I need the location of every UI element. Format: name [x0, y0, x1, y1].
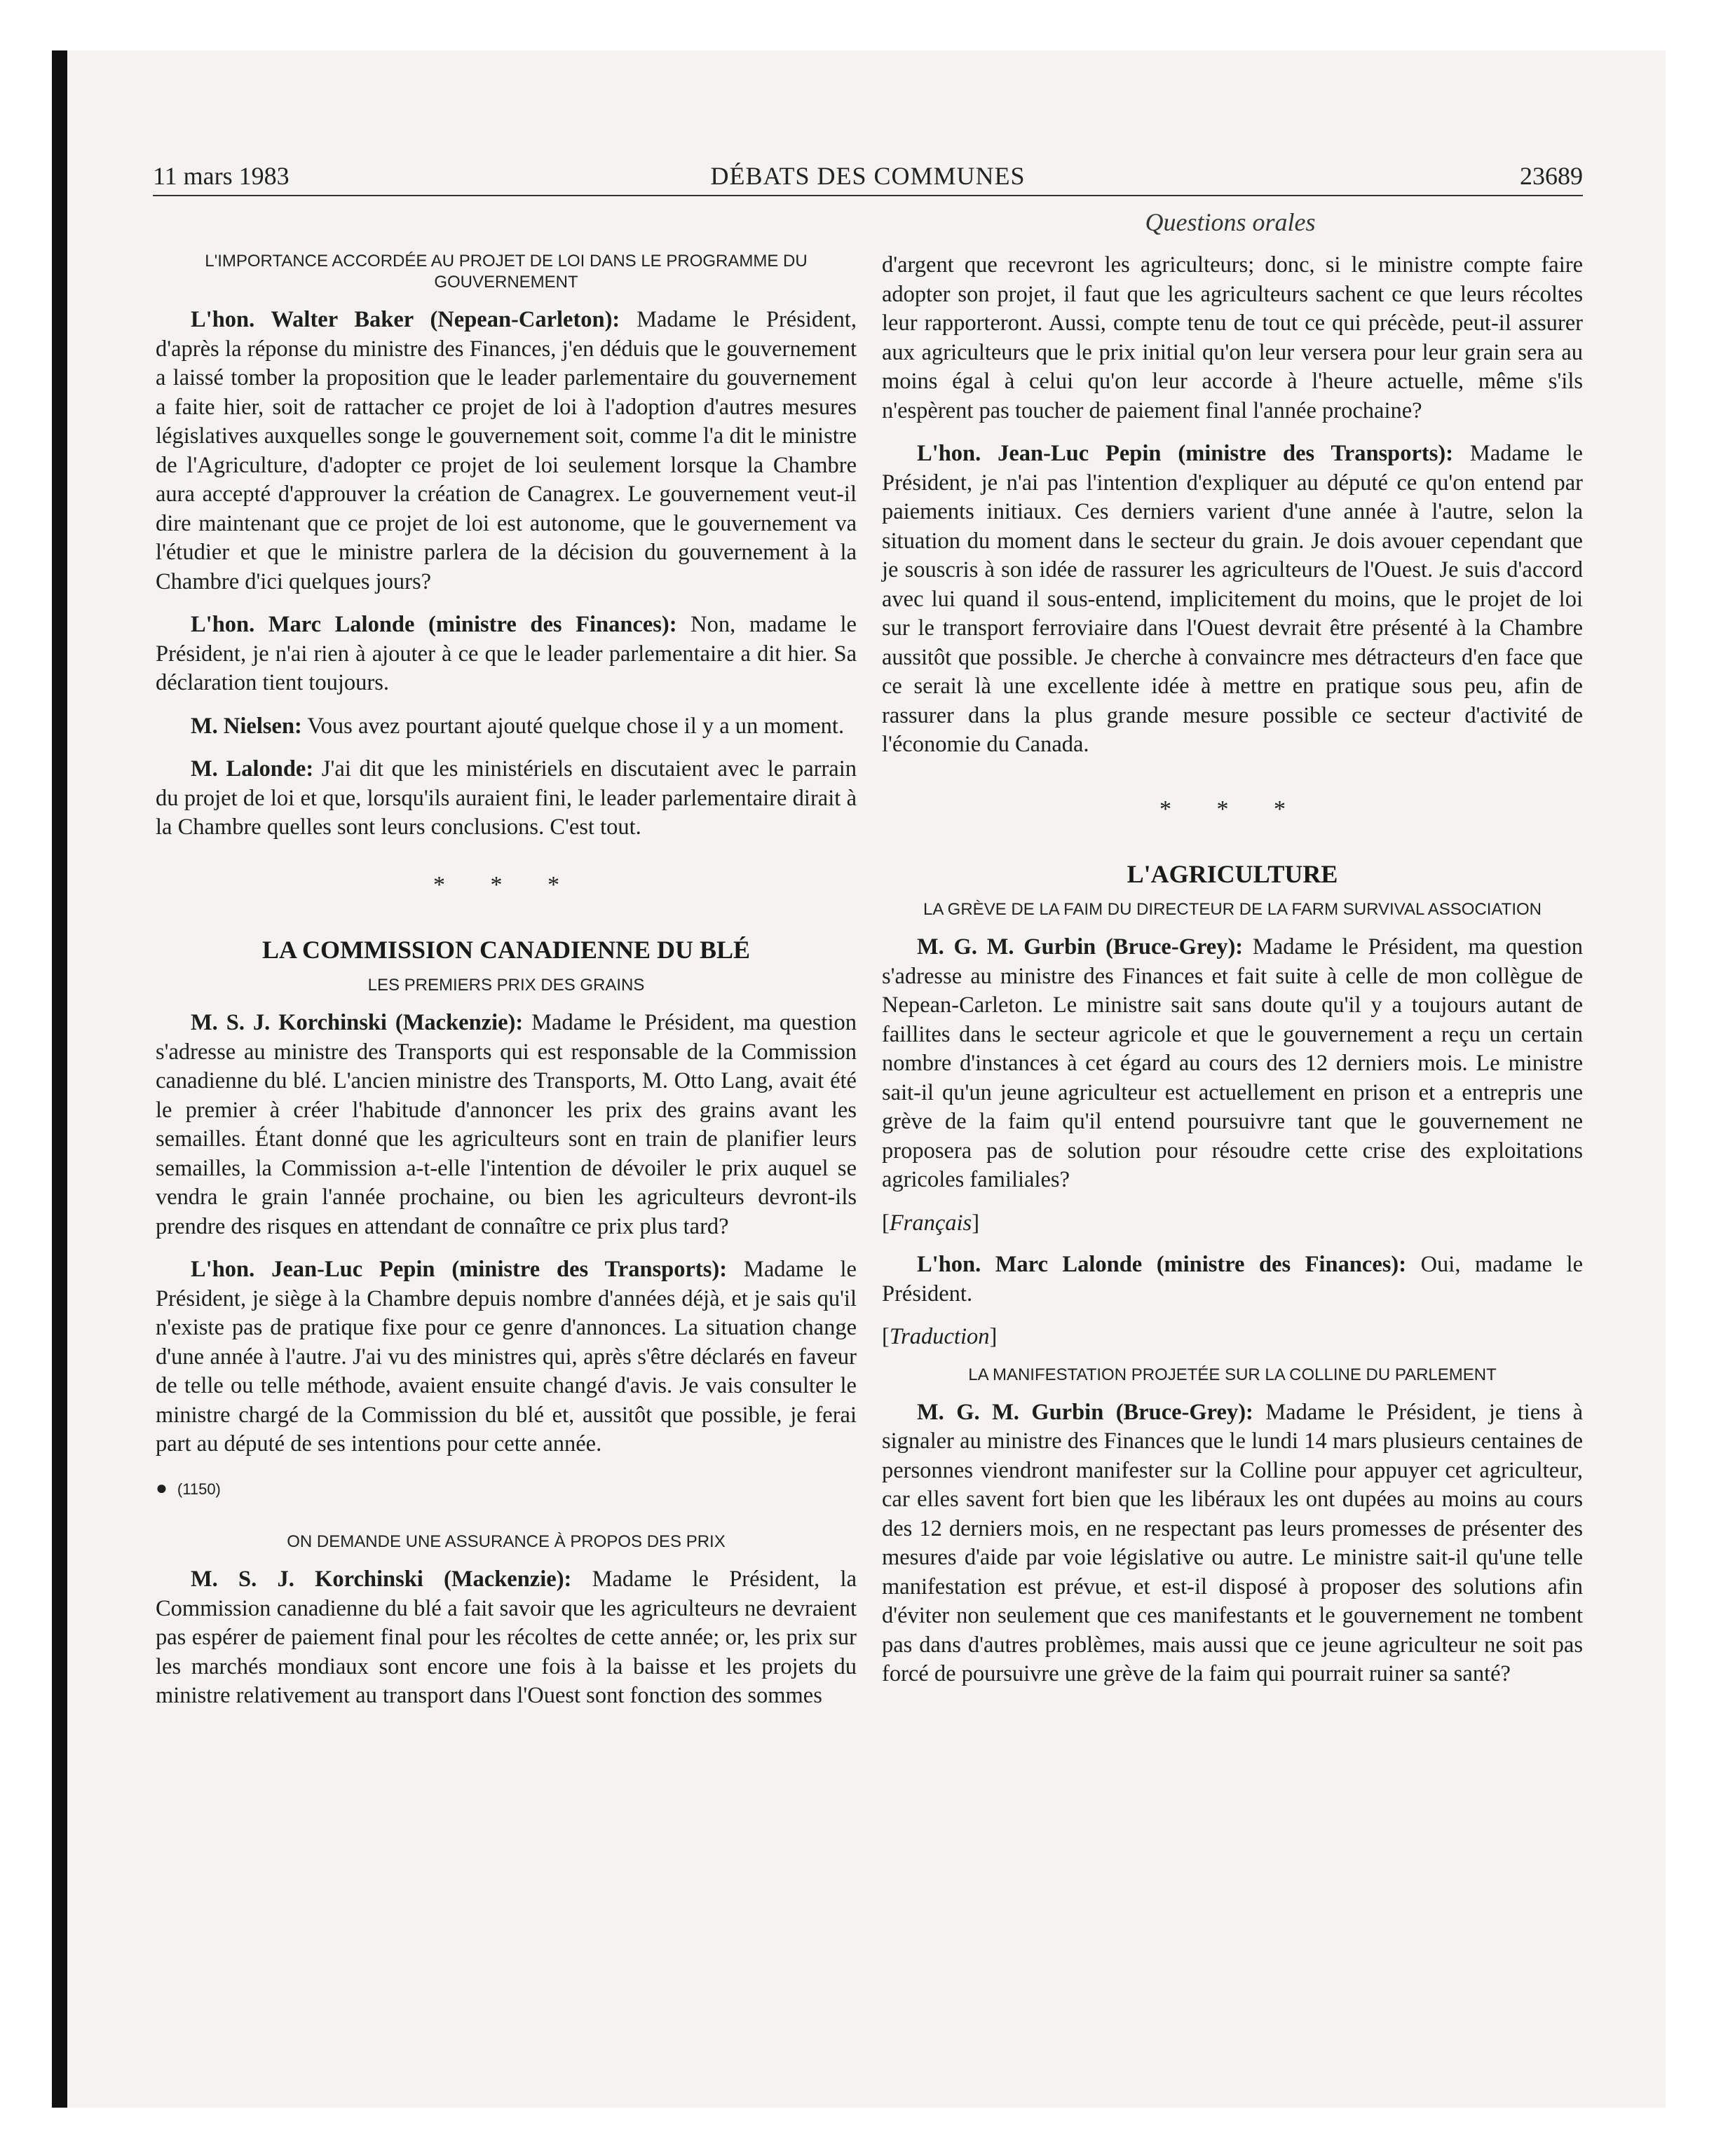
speech-text: Non, madame le Président, je n'ai rien à ajouter à ce que le leader parlementaire a dit hier. Sa déclaration tient toujours. — [156, 612, 857, 695]
speaker: L'hon. Marc Lalonde (ministre des Finances): — [191, 612, 677, 637]
paragraph — [156, 755, 857, 842]
major-heading: L'AGRICULTURE — [1127, 860, 1338, 888]
header-title: DÉBATS DES COMMUNES — [710, 162, 1026, 190]
language-label: Français — [889, 1210, 972, 1236]
bullet-icon: ● — [156, 1476, 168, 1499]
time-text: (1150) — [177, 1480, 221, 1498]
paragraph — [882, 1250, 1583, 1309]
subheading: LA MANIFESTATION PROJETÉE SUR LA COLLINE DU PARLEMENT — [968, 1365, 1497, 1384]
subheading: L'IMPORTANCE ACCORDÉE AU PROJET DE LOI DANS LE PROGRAMME DU GOUVERNEMENT — [205, 252, 808, 292]
speaker: M. G. M. Gurbin (Bruce-Grey): — [917, 1399, 1253, 1425]
speaker: M. Nielsen: — [191, 713, 302, 739]
scan-edge — [52, 50, 67, 2108]
subheading: LA GRÈVE DE LA FAIM DU DIRECTEUR DE LA FARM SURVIVAL ASSOCIATION — [923, 900, 1542, 919]
time-marker — [156, 1473, 857, 1504]
speech-text: d'argent que recevront les agriculteurs; donc, si le ministre compte faire adopter son projet, il faut que les agriculteurs sachent ce que leurs récoltes leur rapporteront. Aussi, compte tenu de tout ce qui précède, peut-il assurer aux agriculteurs que le prix initial qu'on leur versera pour leur grain sera au moins égal à celui qu'on leur accorde à l'heure actuelle, même s'ils n'espèrent pas toucher de paiement final l'année prochaine? — [882, 252, 1583, 423]
header-date: 11 mars 1983 — [153, 162, 290, 190]
speech-text: Madame le Président, je siège à la Chambre depuis nombre d'années déjà, et je sais qu'il n'existe pas de pratique fixe pour ce genre d'annonces. La situation change d'une année à l'autre. J'ai vu des ministres qui, après s'être déclarés en faveur de telle ou telle méthode, avaient ensuite changé d'avis. Je vais consulter le ministre chargé de la Commission du blé et, aussitôt que possible, je ferai part au député de ses intentions pour cette année. — [156, 1257, 857, 1456]
left-column — [156, 251, 857, 1725]
speaker: M. S. J. Korchinski (Mackenzie): — [191, 1567, 572, 1592]
speaker: L'hon. Marc Lalonde (ministre des Finances): — [917, 1252, 1407, 1277]
speech-text: J'ai dit que les ministériels en discutaient avec le parrain du projet de loi et que, lorsqu'ils auraient fini, le leader parlementaire dirait à la Chambre quelles sont leurs conclusions. C'est tout. — [156, 756, 857, 840]
paragraph — [156, 610, 857, 698]
section-divider: * * * — [433, 871, 579, 898]
major-heading: LA COMMISSION CANADIENNE DU BLÉ — [261, 936, 751, 964]
paragraph — [882, 933, 1583, 1195]
paragraph — [882, 439, 1583, 760]
paragraph — [882, 1398, 1583, 1689]
speech-text: Madame le Président, la Commission canadienne du blé a fait savoir que les agriculteurs ne devraient pas espérer de paiement final pour les récoltes de cette année; or, les prix sur les marchés mondiaux sont encore une fois à la baisse et les projets du ministre relativement au transport dans l'Ouest sont fonction des sommes — [156, 1567, 857, 1708]
speech-text: Madame le Président, d'après la réponse du ministre des Finances, j'en déduis que le gouvernement a laissé tomber la proposition que le leader parlementaire du gouvernement a faite hier, soit de rattacher ce projet de loi à l'adoption d'autres mesures législatives auxquelles songe le gouvernement soit, comme l'a dit le ministre de l'Agriculture, d'adopter ce projet de loi seulement lorsque la Chambre aura accepté d'approuver la création de Canagrex. Le gouvernement veut-il dire maintenant que ce projet de loi est autonome, que le gouvernement va l'étudier et que le ministre parlera de la décision du gouvernement à la Chambre d'ici quelques jours? — [156, 307, 857, 594]
section-label: Questions orales — [1145, 208, 1316, 236]
language-marker: [Français] — [882, 1210, 980, 1236]
paragraph — [156, 1009, 857, 1241]
speech-text: Madame le Président, ma question s'adresse au ministre des Finances et fait suite à celle de mon collègue de Nepean-Carleton. Le ministre sait sans doute qu'il y a toujours autant de faillites dans le secteur agricole et que le gouvernement a reçu un certain nombre d'instances à cet égard au cours des 12 derniers mois. Le ministre sait-il qu'un jeune agriculteur est actuellement en prison et a entrepris une grève de la faim qu'il entend poursuivre tant que le gouvernement ne proposera pas de solution pour résoudre cette crise des exploitations agricoles familiales? — [882, 934, 1584, 1192]
paragraph — [156, 712, 857, 742]
speech-text: Madame le Président, je n'ai pas l'intention d'expliquer au député ce qu'on entend par paiements initiaux. Ces derniers varient d'une année à l'autre, selon la situation du moment dans le secteur du grain. Je dois avouer cependant que je souscris à son idée de rassurer les agriculteurs de l'Ouest. Je suis d'accord avec lui quand il sous-entend, implicitement du moins, que le projet de loi sur le transport ferroviaire dans l'Ouest devrait être présenté à la Chambre aussitôt que possible. Je cherche à convaincre mes détracteurs d'en face que ce serait là une excellente idée à mettre en pratique sous peu, afin de rassurer dans la plus grande mesure possible ce secteur d'activité de l'économie du Canada. — [882, 441, 1583, 757]
speech-text: Madame le Président, ma question s'adresse au ministre des Transports qui est responsable de la Commission canadienne du blé. L'ancien ministre des Transports, M. Otto Lang, avait été le premier à créer l'habitude d'annoncer les prix des grains avant les semailles. Étant donné que les agriculteurs sont en train de planifier leurs semailles, la Commission a-t-elle l'intention de dévoiler le prix auquel se vendra le grain l'année prochaine, ou bien les agriculteurs devront-ils prendre des risques en attendant de connaître ce prix plus tard? — [156, 1010, 857, 1239]
header-rule — [153, 195, 1583, 196]
speaker: M. G. M. Gurbin (Bruce-Grey): — [917, 934, 1244, 960]
header-page-number: 23689 — [1520, 162, 1583, 190]
speaker: L'hon. Jean-Luc Pepin (ministre des Transports): — [191, 1257, 728, 1282]
speech-text: Madame le Président, je tiens à signaler au ministre des Finances que le lundi 14 mars plusieurs centaines de personnes viendront manifester sur la Colline pour appuyer cet agriculteur, car elles savent fort bien que les libéraux les ont dupées au moins au cours des 12 derniers mois, en ne respectant pas leurs promesses de présenter des mesures d'aide par voie législative ou autre. Le ministre sait-il qu'une telle manifestation est prévue, et est-il disposé à proposer des solutions afin d'éviter non seulement que ces manifestants et le gouvernement ne tombent pas dans d'autres problèmes, mais aussi que ce jeune agriculteur ne soit pas forcé de poursuivre une grève de la faim qui pourrait ruiner sa santé? — [882, 1399, 1583, 1686]
page-header — [153, 161, 1583, 195]
section-divider: * * * — [1159, 796, 1305, 822]
subheading: ON DEMANDE UNE ASSURANCE À PROPOS DES PRIX — [287, 1532, 726, 1551]
speaker: L'hon. Jean-Luc Pepin (ministre des Transports): — [917, 441, 1454, 466]
subheading: LES PREMIERS PRIX DES GRAINS — [367, 976, 645, 995]
paragraph — [156, 306, 857, 596]
speech-text: Vous avez pourtant ajouté quelque chose il y a un moment. — [301, 713, 845, 739]
paragraph — [156, 1565, 857, 1711]
right-column — [882, 251, 1583, 1703]
speaker: L'hon. Walter Baker (Nepean-Carleton): — [191, 307, 620, 332]
language-label: Traduction — [889, 1324, 990, 1349]
speaker: M. Lalonde: — [191, 756, 314, 782]
paragraph — [156, 1255, 857, 1459]
speaker: M. S. J. Korchinski (Mackenzie): — [191, 1010, 524, 1035]
paragraph — [882, 251, 1583, 425]
language-marker: [Traduction] — [882, 1324, 998, 1349]
speech-text: Oui, madame le Président. — [882, 1252, 1583, 1306]
